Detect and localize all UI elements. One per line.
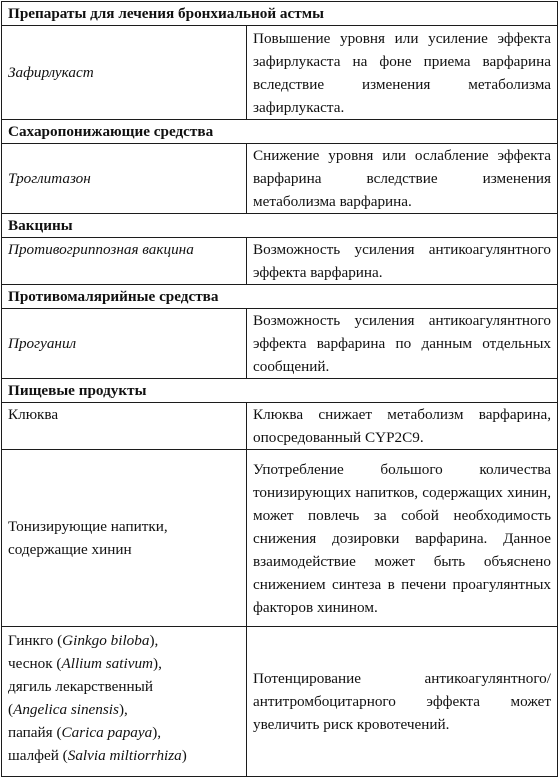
herb-latin-name: Ginkgo biloba [62,632,150,649]
section-header-row [2,214,558,238]
section-title: Вакцины [2,214,558,238]
interaction-effect: Потенцирование антикоагулянтного/ антитромбоцитарного эффекта может увеличить риск кровотечений. [247,627,558,777]
table-row [2,450,558,627]
table-row [2,309,558,379]
herb-name: шалфей [8,747,59,764]
section-header-row [2,120,558,144]
separator: , [124,701,128,718]
herb-name: папайя [8,724,53,741]
herb-item [8,675,240,698]
interaction-effect: Клюква снижает метаболизм варфарина, опосредованный CYP2C9. [247,403,558,450]
herb-item: (Angelica sinensis), [8,701,128,718]
separator: , [158,655,162,672]
section-header-row [2,2,558,26]
herb-list-cell [2,627,247,777]
herb-name: дягиль лекарственный [8,678,153,695]
interaction-effect: Снижение уровня или ослабление эффекта варфарина вследствие изменения метаболизма варфарина. [247,144,558,214]
section-title: Пищевые продукты [2,379,558,403]
separator: , [157,724,162,741]
table-row [2,26,558,120]
herb-item: Гинкго (Ginkgo biloba), [8,632,159,649]
interaction-effect: Употребление большого количества тонизирующих напитков, содержащих хинин, может повлечь за собой необходимость снижения дозировки варфарина. Данное взаимодействие может быть объяснено снижением синтеза в печени проагулянтных факторов хинином. [247,450,558,627]
table-row [2,144,558,214]
drug-name: Зафирлукаст [2,26,247,120]
table-row [2,403,558,450]
herb-item: шалфей (Salvia miltiorrhiza) [8,747,187,764]
drug-name: Троглитазон [2,144,247,214]
drug-name: Клюква [2,403,247,450]
herb-latin-name: Carica papaya [61,724,153,741]
section-header-row [2,285,558,309]
drug-name: Прогуанил [2,309,247,379]
interaction-effect: Возможность усиления антикоагулянтного эффекта варфарина. [247,238,558,285]
section-title: Противомалярийные средства [2,285,558,309]
interaction-effect: Повышение уровня или усиление эффекта зафирлукаста на фоне приема варфарина вследствие изменения метаболизма зафирлукаста. [247,26,558,120]
separator: , [154,632,159,649]
table-row [2,238,558,285]
herb-item: папайя (Carica papaya), [8,724,162,741]
herb-latin-name: Allium sativum [61,655,154,672]
drug-interaction-table [1,1,558,777]
drug-name: Тонизирующие напитки, содержащие хинин [2,450,247,627]
section-title: Препараты для лечения бронхиальной астмы [2,2,558,26]
herb-latin-name: Angelica sinensis [13,701,119,718]
section-title: Сахаропонижающие средства [2,120,558,144]
herb-item: чеснок (Allium sativum), [8,655,162,672]
herb-name: чеснок [8,655,53,672]
section-header-row [2,379,558,403]
interaction-effect: Возможность усиления антикоагулянтного эффекта варфарина по данным отдельных сообщений. [247,309,558,379]
table-row [2,627,558,777]
drug-name: Противогриппозная вакцина [2,238,247,285]
herb-latin-name: Salvia miltiorrhiza [67,747,182,764]
herb-name: Гинкго [8,632,54,649]
